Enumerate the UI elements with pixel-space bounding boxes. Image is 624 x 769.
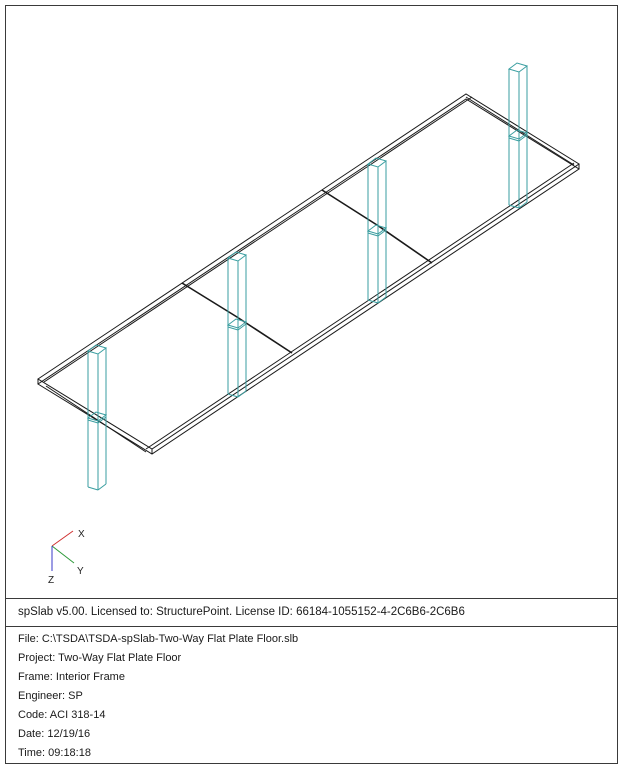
slab-inner-edge (46, 386, 146, 452)
slab (38, 94, 579, 454)
drawing-frame (5, 5, 618, 764)
axis-x-label: X (78, 529, 85, 540)
isometric-model (6, 6, 617, 598)
axis-y-label: Y (77, 566, 84, 577)
axis-x-line (52, 531, 73, 546)
column-4 (509, 63, 527, 208)
project-name: Project: Two-Way Flat Plate Floor (18, 652, 182, 664)
slab-inner-edge (44, 97, 472, 382)
column-1 (88, 345, 106, 490)
run-date: Date: 12/19/16 (18, 728, 91, 740)
support-line-3 (322, 190, 432, 263)
file-path: File: C:\TSDA\TSDA-spSlab-Two-Way Flat Plate Floor.slb (18, 633, 299, 645)
frame-name: Frame: Interior Frame (18, 671, 125, 683)
column-2 (228, 252, 246, 397)
run-time: Time: 09:18:18 (18, 747, 91, 759)
column-3 (368, 158, 386, 303)
slab-inner-edge (146, 163, 574, 449)
design-code: Code: ACI 318-14 (18, 709, 106, 721)
support-line-2 (182, 283, 292, 353)
axis-triad (48, 529, 85, 586)
project-info-block (6, 626, 617, 763)
model-view (6, 6, 617, 598)
axis-y-line (52, 546, 74, 563)
columns (88, 63, 527, 490)
slab-bottom-outline (38, 99, 579, 454)
slab-top-outline (38, 94, 579, 449)
axis-z-label: Z (48, 575, 55, 586)
license-line: spSlab v5.00. Licensed to: StructurePoint. License ID: 66184-1055152-4-2C6B6-2C6B6 (6, 598, 617, 626)
engineer-name: Engineer: SP (18, 690, 83, 702)
